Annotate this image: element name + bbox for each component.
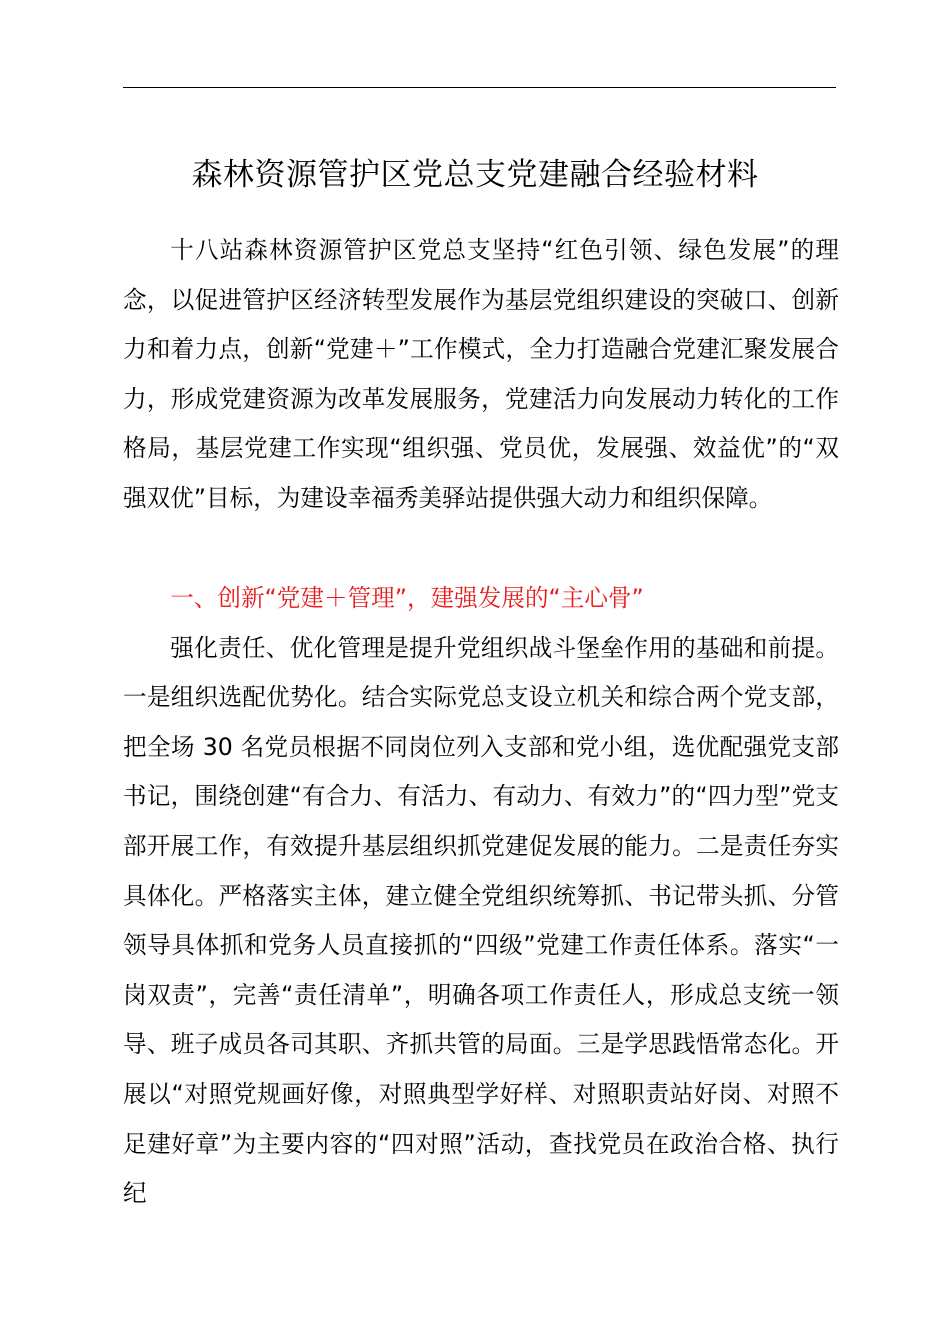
section1-heading: 一、创新“党建＋管理”，建强发展的“主心骨” <box>170 584 644 612</box>
intro-paragraph: 十八站森林资源管护区党总支坚持“红色引领、绿色发展”的理念，以促进管护区经济转型发展作为基层党组织建设的突破口、创新力和着力点，创新“党建＋”工作模式，全力打造融合党建汇聚发展合力，形成党建资源为改革发展服务，党建活力向发展动力转化的工作格局，基层党建工作实现“组织强、党员优，发展强、效益优”的“双强双优”目标，为建设幸福秀美驿站提供强大动力和组织保障。 <box>123 236 839 512</box>
intro-block <box>123 226 839 524</box>
section1-paragraph: 强化责任、优化管理是提升党组织战斗堡垒作用的基础和前提。一是组织选配优势化。结合实际党总支设立机关和综合两个党支部，把全场 30 名党员根据不同岗位列入支部和党小组，选优配强党支部书记，围绕创建“有合力、有活力、有动力、有效力”的“四力型”党支部开展工作，有效提升基层组织抓党建促发展的能力。二是责任夯实具体化。严格落实主体，建立健全党组织统筹抓、书记带头抓、分管领导具体抓和党务人员直接抓的“四级”党建工作责任体系。落实“一岗双责”，完善“责任清单”，明确各项工作责任人，形成总支统一领导、班子成员各司其职、齐抓共管的局面。三是学思践悟常态化。开展以“对照党规画好像，对照典型学好样、对照职责站好岗、对照不足建好章”为主要内容的“四对照”活动，查找党员在政治合格、执行纪 <box>123 633 839 1208</box>
document-title: 森林资源管护区党总支党建融合经验材料 <box>191 157 759 193</box>
section1-block <box>123 574 839 1219</box>
header-rule <box>123 87 836 88</box>
